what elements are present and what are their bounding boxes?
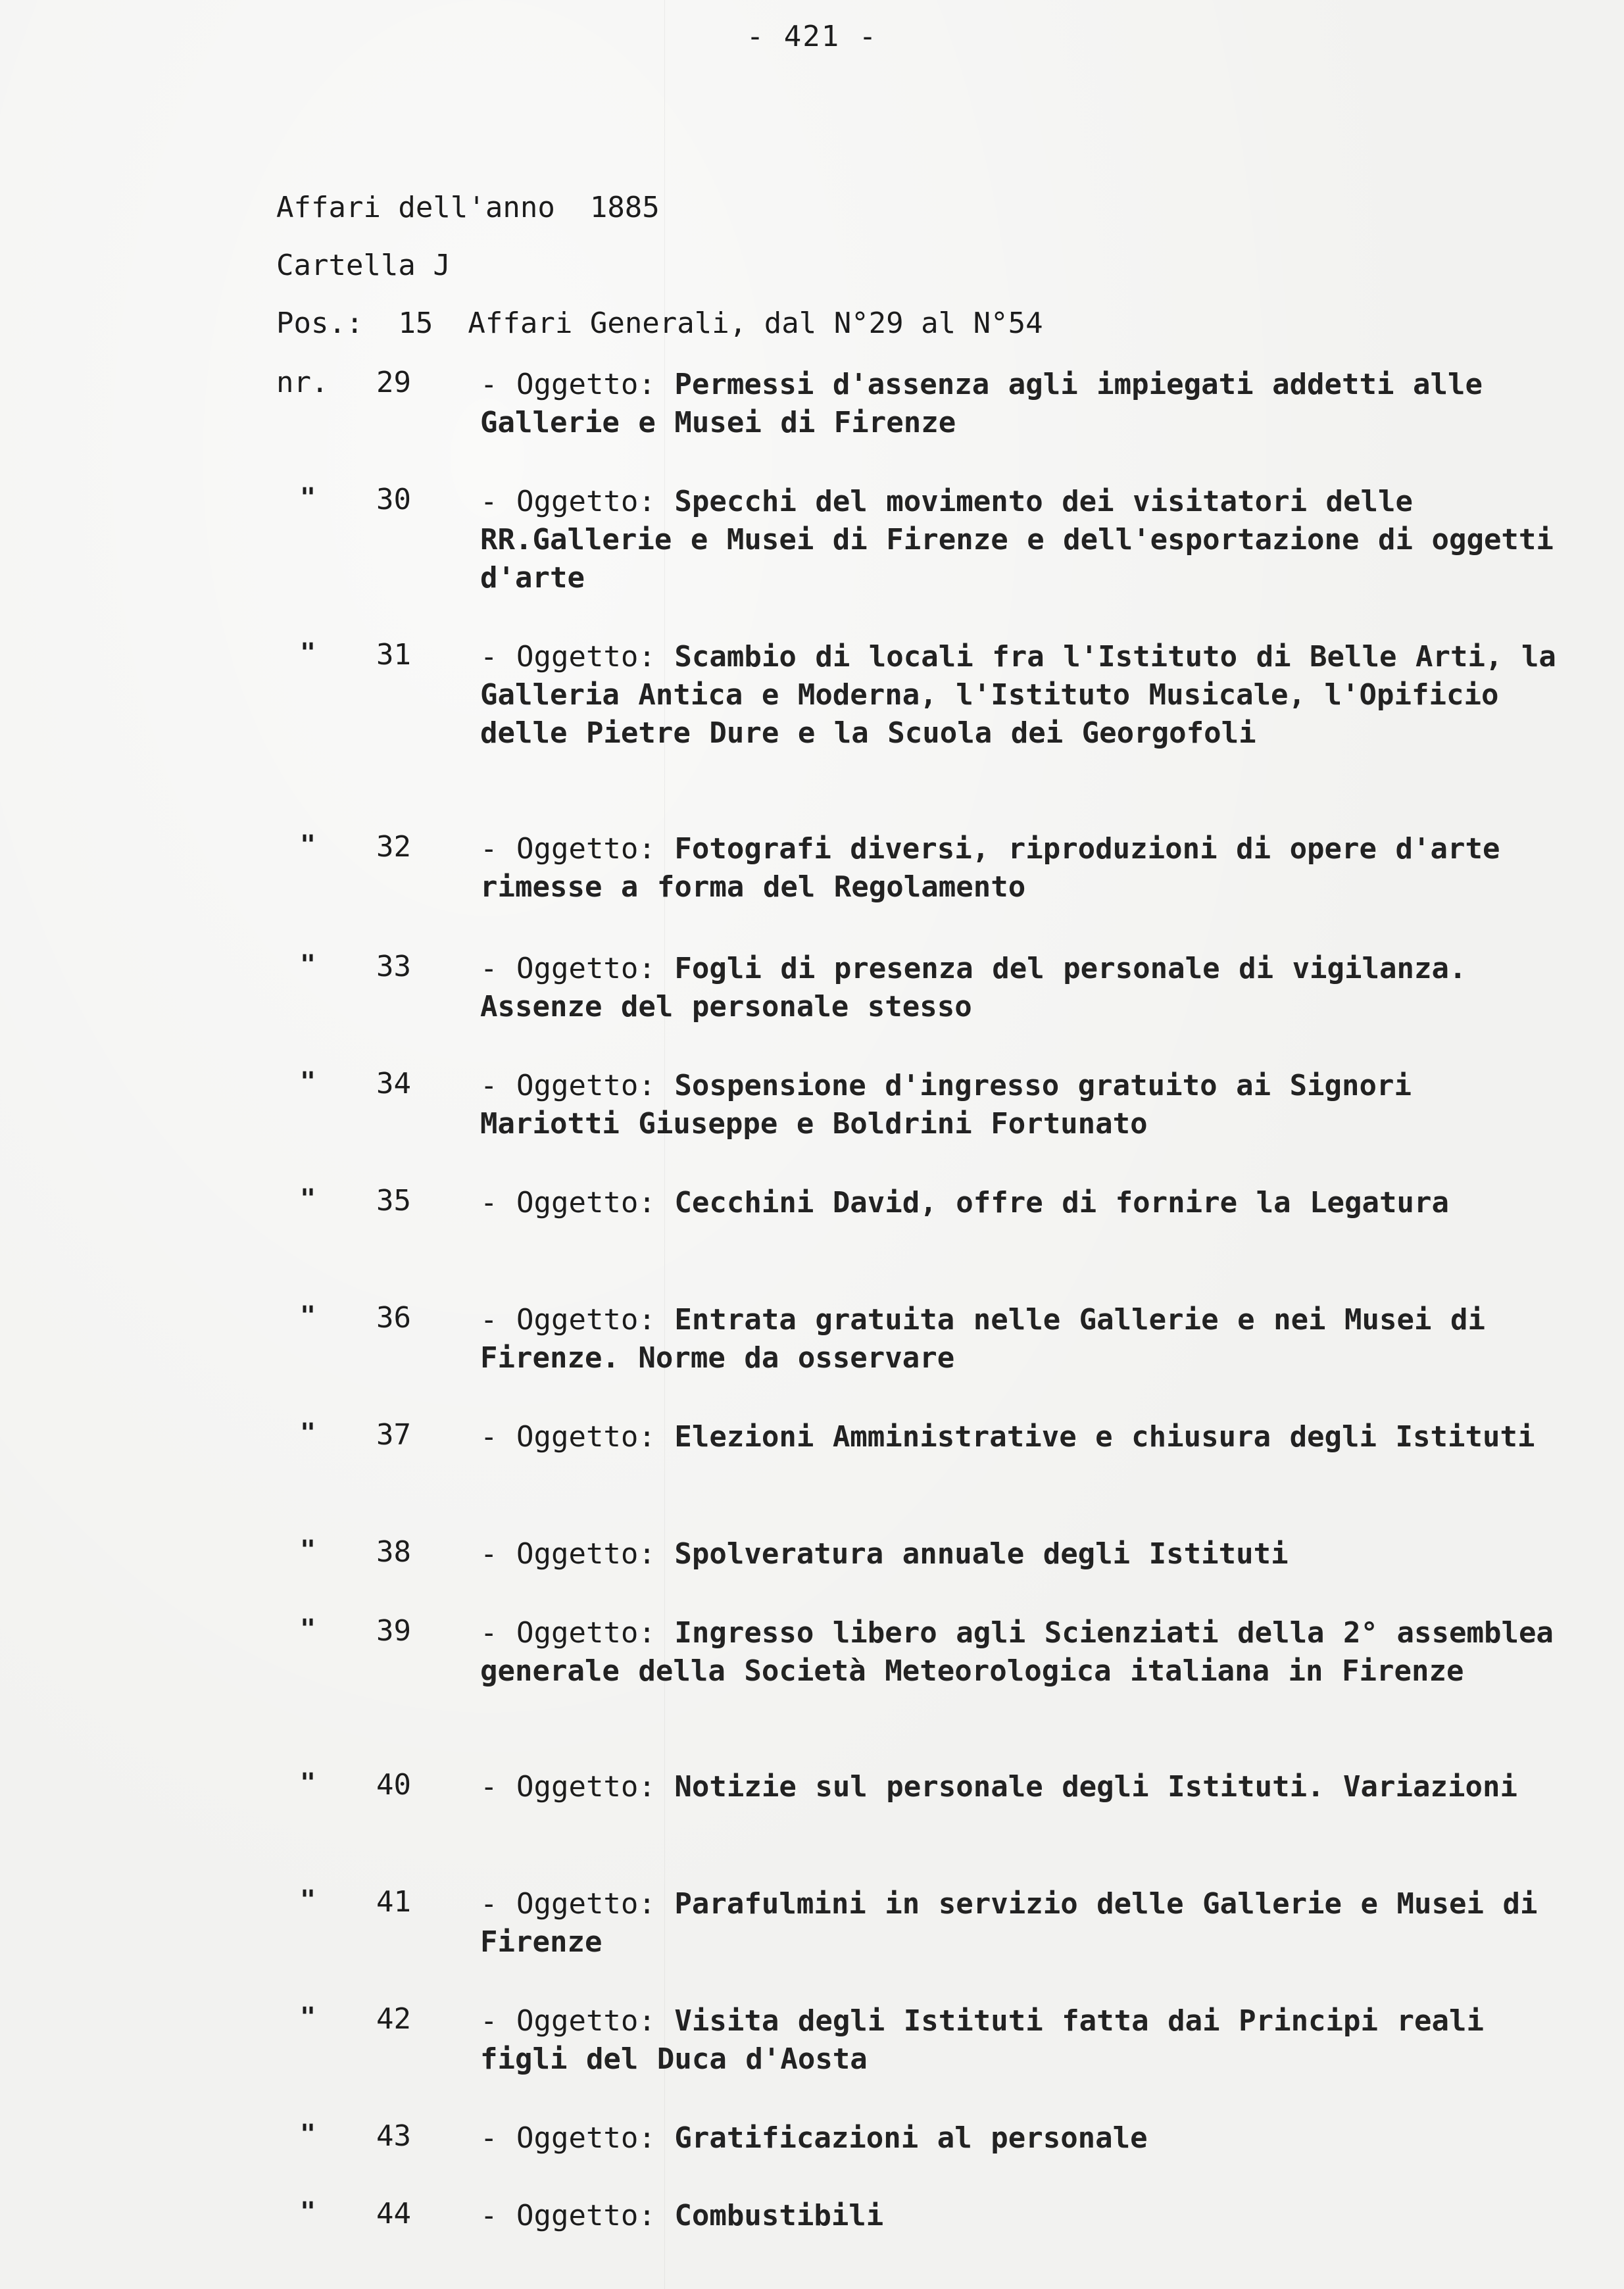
list-item xyxy=(276,1885,1565,1977)
entry-lead: - Oggetto: xyxy=(480,368,656,401)
ditto-mark: " xyxy=(300,1885,316,1915)
entry-text xyxy=(480,366,1565,442)
entry-text xyxy=(480,638,1565,752)
entry-lead: - Oggetto: xyxy=(480,1887,656,1921)
entry-text xyxy=(480,830,1565,906)
page-number: - 421 - xyxy=(746,20,878,53)
entry-lead: - Oggetto: xyxy=(480,1420,656,1454)
entry-text xyxy=(480,950,1565,1026)
list-item xyxy=(276,366,1565,458)
entry-subject: Fotografi diversi, riproduzioni di opere d'arte rimesse a forma del Regolamento xyxy=(480,832,1500,904)
entry-text xyxy=(480,1535,1565,1573)
entry-number: 42 xyxy=(376,2002,411,2036)
entry-subject: Sospensione d'ingresso gratuito ai Signori Mariotti Giuseppe e Boldrini Fortunato xyxy=(480,1069,1412,1141)
entry-subject: Fogli di presenza del personale di vigilanza. Assenze del personale stesso xyxy=(480,952,1467,1023)
pos-description: Affari Generali, dal N°29 al N°54 xyxy=(468,307,1043,340)
ditto-mark: " xyxy=(300,950,316,980)
entry-number: 30 xyxy=(376,483,411,516)
entry-lead: - Oggetto: xyxy=(480,2004,656,2038)
entry-prefix: nr. xyxy=(276,366,329,399)
ditto-mark: " xyxy=(300,1614,316,1644)
ditto-mark: " xyxy=(300,1067,316,1097)
entry-lead: - Oggetto: xyxy=(480,2199,656,2232)
entry-text xyxy=(480,1418,1565,1456)
entry-lead: - Oggetto: xyxy=(480,1616,656,1650)
entry-subject: Combustibili xyxy=(674,2199,884,2232)
pos-value: 15 xyxy=(398,307,433,340)
entry-subject: Spolveratura annuale degli Istituti xyxy=(674,1537,1289,1571)
list-item xyxy=(276,830,1565,922)
entry-lead: - Oggetto: xyxy=(480,1303,656,1337)
entry-number: 38 xyxy=(376,1535,411,1569)
cartella-line: Cartella J xyxy=(276,249,451,282)
entry-subject: Elezioni Amministrative e chiusura degli Istituti xyxy=(674,1420,1535,1454)
entry-subject: Ingresso libero agli Scienziati della 2° assemblea generale della Società Meteorologica italiana in Firenze xyxy=(480,1616,1554,1688)
list-item xyxy=(276,950,1565,1042)
ditto-mark: " xyxy=(300,830,316,860)
entry-lead: - Oggetto: xyxy=(480,952,656,985)
list-item xyxy=(276,1768,1565,1860)
entry-number: 40 xyxy=(376,1768,411,1802)
entry-number: 33 xyxy=(376,950,411,983)
entry-subject: Visita degli Istituti fatta dai Principi reali figli del Duca d'Aosta xyxy=(480,2004,1484,2076)
entry-text xyxy=(480,2197,1565,2235)
entry-text xyxy=(480,1614,1565,1690)
list-item xyxy=(276,2197,1565,2289)
entry-subject: Gratificazioni al personale xyxy=(674,2121,1148,2155)
list-item xyxy=(276,1418,1565,1510)
ditto-mark: " xyxy=(300,1184,316,1214)
entry-number: 31 xyxy=(376,638,411,672)
ditto-mark: " xyxy=(300,1418,316,1448)
entry-number: 43 xyxy=(376,2119,411,2153)
entry-text xyxy=(480,1301,1565,1377)
entry-lead: - Oggetto: xyxy=(480,1770,656,1804)
entry-subject: Specchi del movimento dei visitatori delle RR.Gallerie e Musei di Firenze e dell'esportazione di oggetti d'arte xyxy=(480,485,1554,595)
ditto-mark: " xyxy=(300,1535,316,1565)
entry-lead: - Oggetto: xyxy=(480,1069,656,1102)
entry-lead: - Oggetto: xyxy=(480,832,656,866)
year-label: Affari dell'anno xyxy=(276,191,555,224)
entry-lead: - Oggetto: xyxy=(480,1537,656,1571)
entry-subject: Permessi d'assenza agli impiegati addetti alle Gallerie e Musei di Firenze xyxy=(480,368,1483,439)
entry-subject: Scambio di locali fra l'Istituto di Belle Arti, la Galleria Antica e Moderna, l'Istituto Musicale, l'Opificio delle Pietre Dure e la Scuola dei Georgofoli xyxy=(480,640,1556,750)
entry-subject: Entrata gratuita nelle Gallerie e nei Musei di Firenze. Norme da osservare xyxy=(480,1303,1485,1375)
entry-text xyxy=(480,1067,1565,1143)
entry-number: 32 xyxy=(376,830,411,864)
pos-label: Pos.: xyxy=(276,307,364,340)
list-item xyxy=(276,1067,1565,1159)
ditto-mark: " xyxy=(300,2002,316,2032)
ditto-mark: " xyxy=(300,2119,316,2150)
entry-subject: Parafulmini in servizio delle Gallerie e Musei di Firenze xyxy=(480,1887,1538,1959)
entry-text xyxy=(480,1885,1565,1961)
entry-number: 44 xyxy=(376,2197,411,2230)
entry-text xyxy=(480,2119,1565,2157)
entry-lead: - Oggetto: xyxy=(480,1186,656,1219)
list-item xyxy=(276,1535,1565,1627)
ditto-mark: " xyxy=(300,483,316,513)
entry-text xyxy=(480,1184,1565,1222)
position-line xyxy=(276,307,1043,340)
ditto-mark: " xyxy=(300,1768,316,1798)
list-item xyxy=(276,1614,1565,1706)
list-item xyxy=(276,483,1565,595)
list-item xyxy=(276,1301,1565,1393)
entry-number: 34 xyxy=(376,1067,411,1100)
list-item xyxy=(276,1184,1565,1276)
list-item xyxy=(276,2002,1565,2094)
entry-subject: Cecchini David, offre di fornire la Legatura xyxy=(674,1186,1449,1219)
entry-lead: - Oggetto: xyxy=(480,2121,656,2155)
ditto-mark: " xyxy=(300,638,316,668)
entry-text xyxy=(480,1768,1565,1806)
entry-text xyxy=(480,2002,1565,2079)
entry-number: 35 xyxy=(376,1184,411,1218)
ditto-mark: " xyxy=(300,2197,316,2227)
entry-subject: Notizie sul personale degli Istituti. Variazioni xyxy=(674,1770,1517,1804)
list-item xyxy=(276,638,1565,750)
year-line xyxy=(276,191,660,224)
entry-lead: - Oggetto: xyxy=(480,485,656,518)
ditto-mark: " xyxy=(300,1301,316,1331)
entry-text xyxy=(480,483,1565,597)
entry-number: 41 xyxy=(376,1885,411,1919)
entry-number: 36 xyxy=(376,1301,411,1335)
entry-number: 37 xyxy=(376,1418,411,1452)
year-value: 1885 xyxy=(589,191,660,224)
entry-number: 39 xyxy=(376,1614,411,1648)
entry-lead: - Oggetto: xyxy=(480,640,656,674)
entry-number: 29 xyxy=(376,366,411,399)
